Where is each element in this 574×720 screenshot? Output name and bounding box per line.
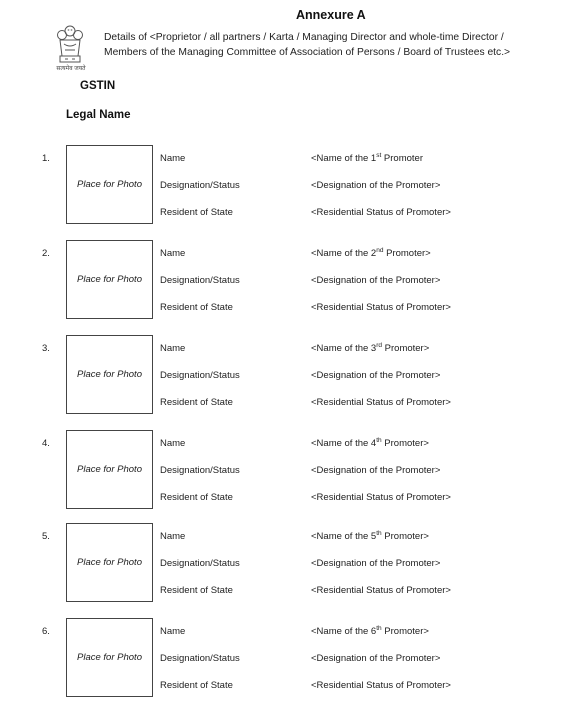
promoter-name-value: <Name of the 5th Promoter>	[311, 529, 429, 542]
promoter-resident-value: <Residential Status of Promoter>	[311, 680, 451, 691]
photo-placeholder	[66, 145, 153, 224]
promoter-row-6	[0, 618, 574, 700]
promoter-resident-value: <Residential Status of Promoter>	[311, 207, 451, 218]
resident-label: Resident of State	[160, 397, 233, 408]
promoter-resident-value: <Residential Status of Promoter>	[311, 585, 451, 596]
annexure-title: Annexure A	[296, 8, 366, 22]
photo-placeholder-label: Place for Photo	[77, 652, 142, 663]
name-label: Name	[160, 343, 186, 354]
designation-label: Designation/Status	[160, 275, 240, 286]
photo-placeholder-label: Place for Photo	[77, 179, 142, 190]
promoter-name-value: <Name of the 4th Promoter>	[311, 436, 429, 449]
promoter-designation-value: <Designation of the Promoter>	[311, 653, 441, 664]
designation-label: Designation/Status	[160, 465, 240, 476]
promoter-name-value: <Name of the 1st Promoter	[311, 151, 424, 164]
promoter-name-value: <Name of the 6th Promoter>	[311, 624, 429, 637]
promoter-number: 4.	[42, 438, 50, 449]
promoter-designation-value: <Designation of the Promoter>	[311, 275, 441, 286]
promoter-number: 2.	[42, 248, 50, 259]
name-label: Name	[160, 153, 186, 164]
promoter-resident-value: <Residential Status of Promoter>	[311, 492, 451, 503]
photo-placeholder	[66, 240, 153, 319]
name-label: Name	[160, 626, 186, 637]
promoter-row-1	[0, 145, 574, 227]
resident-label: Resident of State	[160, 302, 233, 313]
promoter-designation-value: <Designation of the Promoter>	[311, 370, 441, 381]
gstin-label: GSTIN	[80, 80, 116, 92]
promoter-number: 3.	[42, 343, 50, 354]
promoter-row-5	[0, 523, 574, 605]
resident-label: Resident of State	[160, 585, 233, 596]
promoter-row-3	[0, 335, 574, 417]
promoter-number: 6.	[42, 626, 50, 637]
promoter-row-2	[0, 240, 574, 322]
name-label: Name	[160, 531, 186, 542]
promoter-designation-value: <Designation of the Promoter>	[311, 180, 441, 191]
name-label: Name	[160, 438, 186, 449]
resident-label: Resident of State	[160, 207, 233, 218]
designation-label: Designation/Status	[160, 558, 240, 569]
legal-name-label: Legal Name	[66, 109, 131, 121]
photo-placeholder-label: Place for Photo	[77, 464, 142, 475]
resident-label: Resident of State	[160, 680, 233, 691]
promoter-name-value: <Name of the 3rd Promoter>	[311, 341, 430, 354]
photo-placeholder	[66, 523, 153, 602]
resident-label: Resident of State	[160, 492, 233, 503]
name-label: Name	[160, 248, 186, 259]
promoter-row-4	[0, 430, 574, 512]
promoter-name-value: <Name of the 2nd Promoter>	[311, 246, 431, 259]
designation-label: Designation/Status	[160, 180, 240, 191]
photo-placeholder-label: Place for Photo	[77, 557, 142, 568]
emblem-motto: सत्यमेव जयते	[56, 66, 86, 72]
designation-label: Designation/Status	[160, 370, 240, 381]
photo-placeholder	[66, 618, 153, 697]
promoter-number: 1.	[42, 153, 50, 164]
promoter-resident-value: <Residential Status of Promoter>	[311, 397, 451, 408]
photo-placeholder-label: Place for Photo	[77, 369, 142, 380]
promoter-designation-value: <Designation of the Promoter>	[311, 465, 441, 476]
promoter-designation-value: <Designation of the Promoter>	[311, 558, 441, 569]
designation-label: Designation/Status	[160, 653, 240, 664]
promoter-number: 5.	[42, 531, 50, 542]
photo-placeholder	[66, 335, 153, 414]
photo-placeholder	[66, 430, 153, 509]
details-description: Details of <Proprietor / all partners / Karta / Managing Director and whole-time Director / Members of the Managing Committee of Association of Persons / Board of Trustees etc.>	[104, 32, 511, 58]
promoter-resident-value: <Residential Status of Promoter>	[311, 302, 451, 313]
photo-placeholder-label: Place for Photo	[77, 274, 142, 285]
